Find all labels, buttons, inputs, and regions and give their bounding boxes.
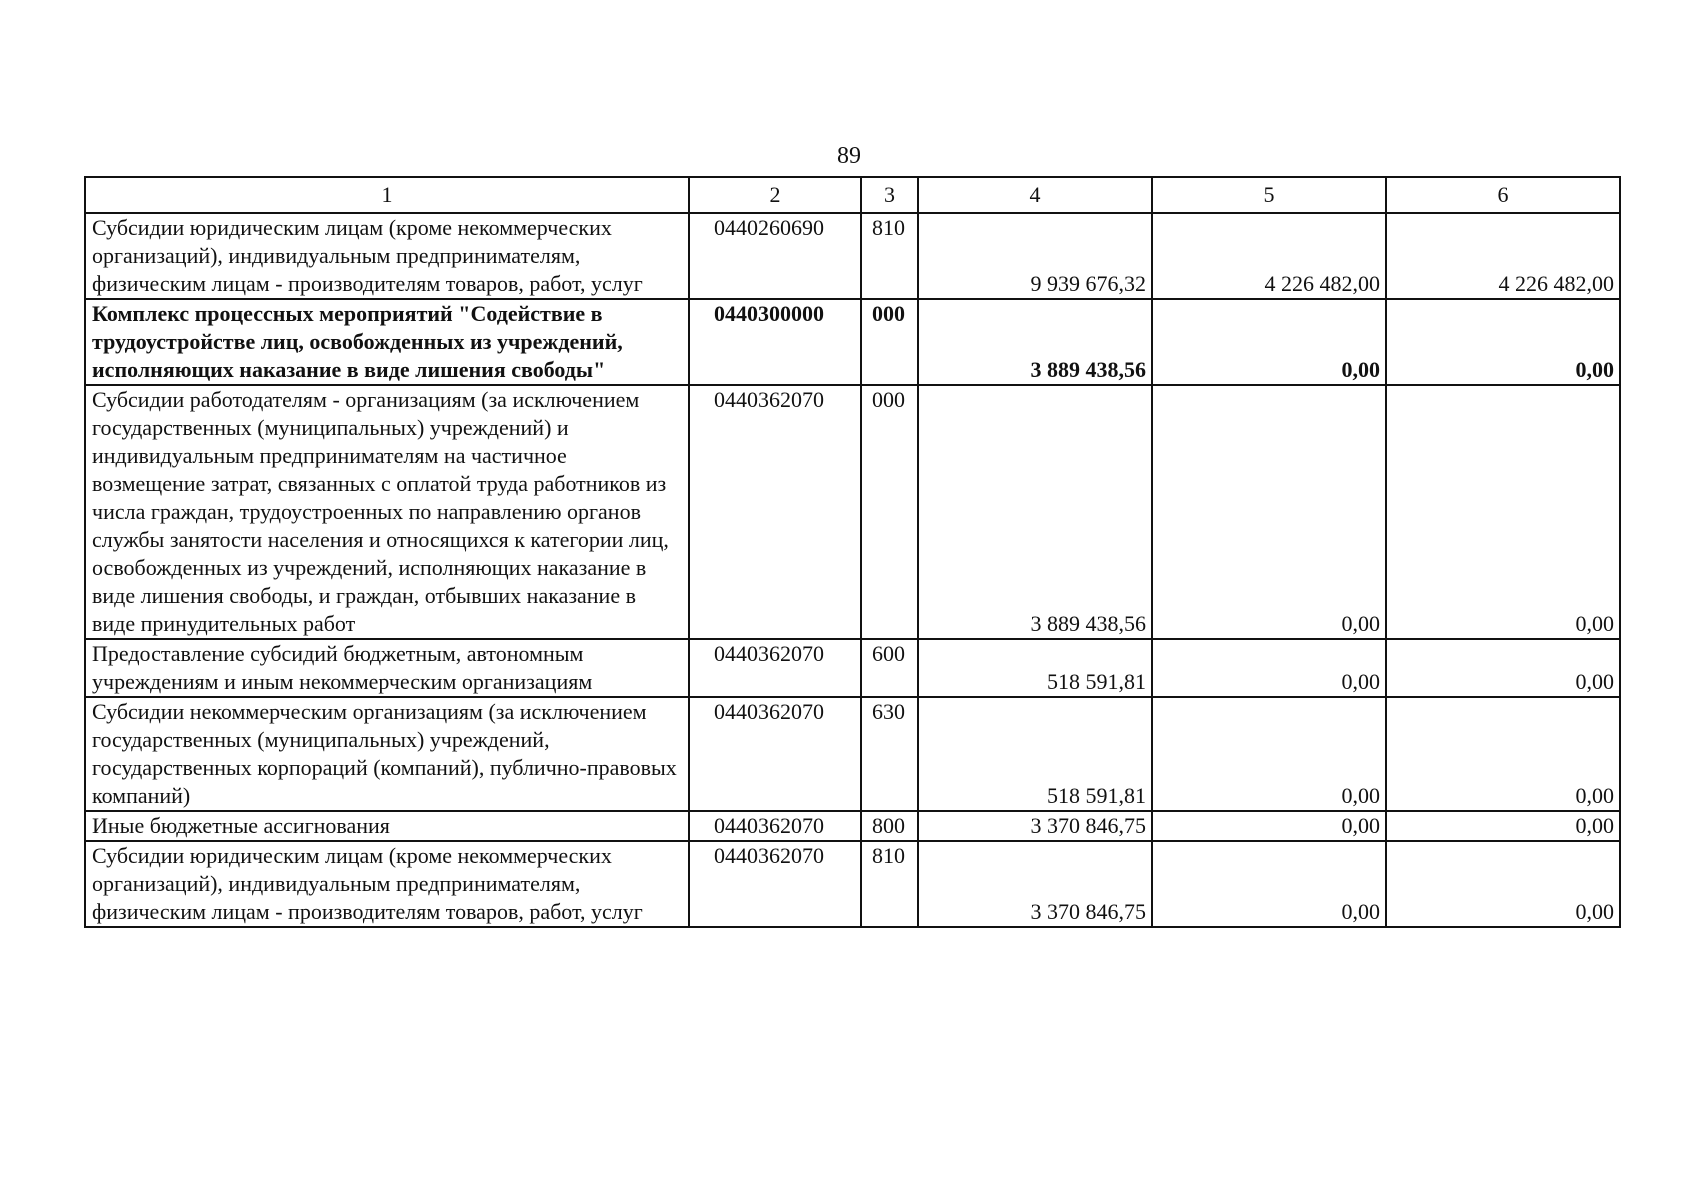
row-name: Иные бюджетные ассигнования [85, 811, 689, 841]
column-header: 3 [861, 177, 918, 213]
row-type: 600 [861, 639, 918, 697]
row-code: 0440300000 [689, 299, 861, 385]
table-row [85, 299, 1620, 385]
table-row [85, 811, 1620, 841]
row-value-col6: 0,00 [1386, 697, 1620, 811]
row-value-col6: 0,00 [1386, 639, 1620, 697]
row-code: 0440260690 [689, 213, 861, 299]
row-value-col6: 0,00 [1386, 385, 1620, 639]
table-header-row [85, 177, 1620, 213]
row-value-col5: 0,00 [1152, 385, 1386, 639]
row-code: 0440362070 [689, 639, 861, 697]
column-header: 1 [85, 177, 689, 213]
row-value-col4: 3 370 846,75 [918, 811, 1152, 841]
row-value-col5: 0,00 [1152, 811, 1386, 841]
row-value-col4: 518 591,81 [918, 639, 1152, 697]
table-row [85, 841, 1620, 927]
row-code: 0440362070 [689, 811, 861, 841]
column-header: 6 [1386, 177, 1620, 213]
row-value-col5: 0,00 [1152, 299, 1386, 385]
row-value-col5: 0,00 [1152, 841, 1386, 927]
row-value-col6: 0,00 [1386, 299, 1620, 385]
row-value-col4: 3 370 846,75 [918, 841, 1152, 927]
row-code: 0440362070 [689, 697, 861, 811]
row-value-col6: 4 226 482,00 [1386, 213, 1620, 299]
row-value-col4: 3 889 438,56 [918, 385, 1152, 639]
row-code: 0440362070 [689, 841, 861, 927]
row-value-col5: 0,00 [1152, 697, 1386, 811]
row-value-col4: 3 889 438,56 [918, 299, 1152, 385]
row-value-col5: 0,00 [1152, 639, 1386, 697]
table-row [85, 213, 1620, 299]
column-header: 5 [1152, 177, 1386, 213]
row-value-col4: 518 591,81 [918, 697, 1152, 811]
row-value-col4: 9 939 676,32 [918, 213, 1152, 299]
row-name: Субсидии работодателям - организациям (за исключением государственных (муниципальных) учреждений) и индивидуальным предпринимателям на частичное возмещение затрат, связанных с оплатой труда работников из числа граждан, трудоустроенных по направлению органов службы занятости населения и относящихся к категории лиц, освобожденных из учреждений, исполняющих наказание в виде лишения свободы, и граждан, отбывших наказание в виде принудительных работ [85, 385, 689, 639]
row-name: Комплекс процессных мероприятий "Содействие в трудоустройстве лиц, освобожденных из учреждений, исполняющих наказание в виде лишения свободы" [85, 299, 689, 385]
row-value-col6: 0,00 [1386, 841, 1620, 927]
row-type: 000 [861, 385, 918, 639]
column-header: 4 [918, 177, 1152, 213]
table-row [85, 697, 1620, 811]
column-header: 2 [689, 177, 861, 213]
row-name: Субсидии юридическим лицам (кроме некоммерческих организаций), индивидуальным предпринимателям, физическим лицам - производителям товаров, работ, услуг [85, 213, 689, 299]
row-type: 810 [861, 841, 918, 927]
row-name: Субсидии юридическим лицам (кроме некоммерческих организаций), индивидуальным предпринимателям, физическим лицам - производителям товаров, работ, услуг [85, 841, 689, 927]
row-type: 800 [861, 811, 918, 841]
row-type: 630 [861, 697, 918, 811]
row-code: 0440362070 [689, 385, 861, 639]
table-row [85, 639, 1620, 697]
budget-table [84, 176, 1621, 928]
table-row [85, 385, 1620, 639]
page-number: 89 [837, 143, 861, 169]
row-value-col5: 4 226 482,00 [1152, 213, 1386, 299]
row-value-col6: 0,00 [1386, 811, 1620, 841]
row-name: Субсидии некоммерческим организациям (за исключением государственных (муниципальных) учреждений, государственных корпораций (компаний), публично-правовых компаний) [85, 697, 689, 811]
row-type: 810 [861, 213, 918, 299]
row-name: Предоставление субсидий бюджетным, автономным учреждениям и иным некоммерческим организациям [85, 639, 689, 697]
row-type: 000 [861, 299, 918, 385]
